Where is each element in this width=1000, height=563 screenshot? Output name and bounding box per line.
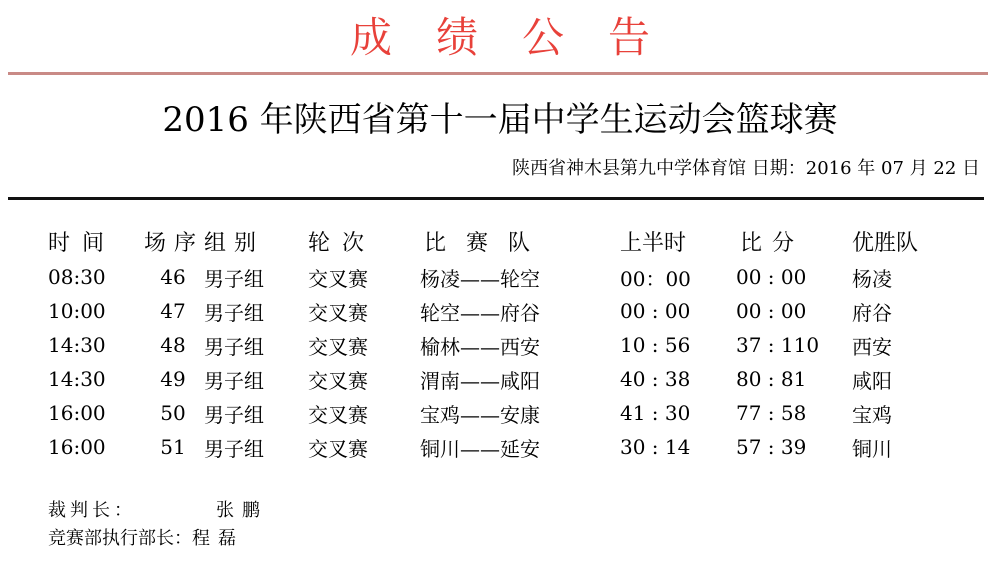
cell-winner: 西安 [852, 334, 892, 359]
cell-winner: 铜川 [852, 436, 892, 461]
cell-teams: 渭南——咸阳 [420, 368, 540, 393]
referee-line [48, 497, 268, 525]
results-table [48, 222, 942, 464]
banner-divider [8, 72, 988, 75]
announcement-banner: 成绩公告 [349, 13, 694, 62]
cell-group: 男子组 [204, 300, 264, 325]
cell-score: 37 : 110 [736, 333, 820, 357]
cell-winner: 府谷 [852, 300, 892, 325]
cell-score: 00 : 00 [736, 265, 807, 289]
page-title: 2016 年陕西省第十一届中学生运动会篮球赛 [162, 100, 838, 140]
title-divider [8, 197, 984, 200]
cell-teams: 榆林——西安 [420, 334, 540, 359]
cell-round: 交叉赛 [308, 300, 368, 325]
cell-time: 16:00 [48, 435, 106, 459]
cell-score: 57 : 39 [736, 435, 807, 459]
header-time: 时间 [48, 230, 117, 256]
header-winner: 优胜队 [852, 230, 919, 256]
cell-seq: 46 [160, 265, 186, 289]
cell-time: 14:30 [48, 367, 106, 391]
cell-teams: 杨凌——轮空 [420, 266, 540, 291]
cell-time: 16:00 [48, 401, 106, 425]
cell-winner: 咸阳 [852, 368, 892, 393]
cell-score: 77 : 58 [736, 401, 807, 425]
cell-teams: 铜川——延安 [420, 436, 540, 461]
cell-round: 交叉赛 [308, 368, 368, 393]
director-line [48, 525, 268, 553]
cell-group: 男子组 [204, 266, 264, 291]
cell-time: 14:30 [48, 333, 106, 357]
cell-seq: 50 [160, 401, 186, 425]
header-score: 比分 [740, 230, 805, 256]
cell-half: 40 : 38 [620, 367, 691, 391]
cell-teams: 宝鸡——安康 [420, 402, 540, 427]
cell-winner: 宝鸡 [852, 402, 892, 427]
cell-group: 男子组 [204, 436, 264, 461]
cell-seq: 47 [160, 299, 186, 323]
cell-seq: 51 [160, 435, 186, 459]
cell-time: 10:00 [48, 299, 106, 323]
cell-score: 00 : 00 [736, 299, 807, 323]
cell-winner: 杨凌 [852, 266, 892, 291]
header-half: 上半时 [620, 230, 687, 256]
cell-time: 08:30 [48, 265, 106, 289]
cell-score: 80 : 81 [736, 367, 807, 391]
cell-half: 10 : 56 [620, 333, 691, 357]
table-row [48, 294, 942, 328]
table-row [48, 430, 942, 464]
table-header-row [48, 222, 942, 260]
table-row [48, 328, 942, 362]
header-seq-group: 场序组别 [144, 230, 265, 256]
director-name: 程磊 [192, 528, 244, 549]
cell-round: 交叉赛 [308, 334, 368, 359]
cell-round: 交叉赛 [308, 436, 368, 461]
referee-label: 裁判长： [48, 500, 136, 521]
cell-half: 41 : 30 [620, 401, 691, 425]
cell-round: 交叉赛 [308, 402, 368, 427]
venue-date-line: 陕西省神木县第九中学体育馆 日期：2016 年 07 月 22 日 [512, 158, 980, 179]
cell-round: 交叉赛 [308, 266, 368, 291]
cell-group: 男子组 [204, 368, 264, 393]
header-round: 轮次 [308, 230, 377, 256]
cell-seq: 48 [160, 333, 186, 357]
cell-teams: 轮空——府谷 [420, 300, 540, 325]
director-label: 竞赛部执行部长： [48, 528, 192, 549]
cell-group: 男子组 [204, 334, 264, 359]
cell-half: 00：00 [620, 266, 691, 291]
cell-seq: 49 [160, 367, 186, 391]
cell-half: 00 : 00 [620, 299, 691, 323]
table-row [48, 362, 942, 396]
cell-half: 30 : 14 [620, 435, 691, 459]
referee-name: 张鹏 [216, 500, 268, 521]
table-row [48, 396, 942, 430]
header-teams: 比赛队 [424, 230, 551, 256]
cell-group: 男子组 [204, 402, 264, 427]
table-row [48, 260, 942, 294]
officials-block [48, 497, 268, 553]
